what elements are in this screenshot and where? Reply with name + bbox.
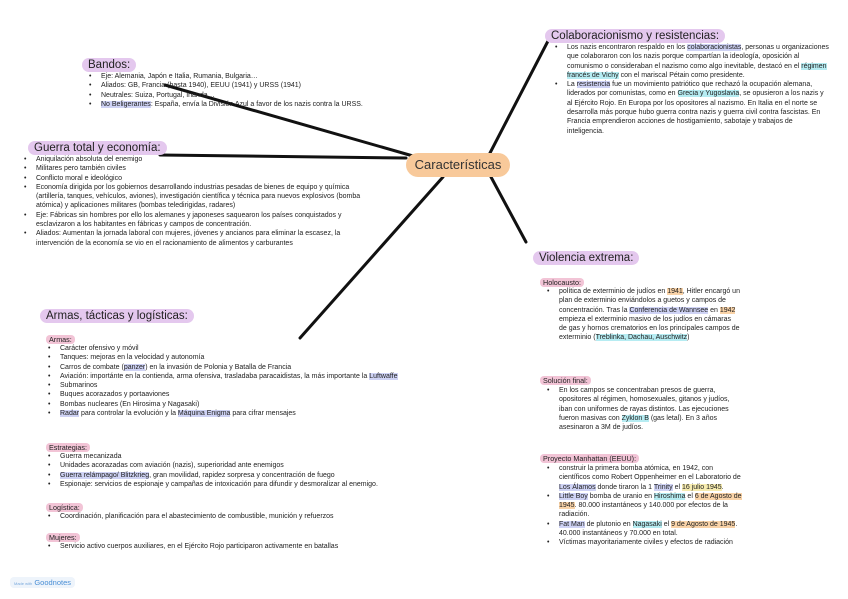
list-item bbox=[545, 464, 745, 492]
list-item bbox=[46, 353, 416, 362]
highlighted-term: 16 julio 1945 bbox=[681, 483, 722, 491]
text-segment: , se opusieron a los nazis y al Ejército Rojo. En Europa por los opositores al nazismo. En Italia en el norte se desarrolla más porque hubo guerra contra nazis y guerra civil contra fascistas. En Francia emprendieron acciones de hostigamiento, sabotaje y trabajos de inteligencia. bbox=[567, 90, 824, 135]
central-node: Características bbox=[406, 153, 510, 177]
list-item bbox=[22, 229, 364, 248]
text-segment: Buques acorazados y portaaviones bbox=[60, 391, 170, 399]
text-segment: construir la primera bomba atómica, en 1942, con científicos como Robert Oppenheimer en el Laboratorio de bbox=[559, 465, 741, 482]
text-segment: Aviación: importánte en la contienda, arma ofensiva, trasladaba paracaidistas, la más importante la bbox=[60, 372, 370, 380]
highlighted-term: Treblinka, Dachau, Auschwitz bbox=[595, 334, 688, 342]
violencia-heading: Violencia extrema: bbox=[533, 251, 639, 265]
text-segment: Eje: Alemania, Japón e Italia, Rumania, Bulgaria… bbox=[101, 73, 258, 80]
manhattan-list bbox=[545, 464, 745, 548]
highlighted-term: Zyklon B bbox=[621, 414, 649, 422]
text-segment: bomba de uranio en bbox=[587, 492, 654, 500]
bandos-list bbox=[87, 72, 417, 109]
text-segment: Aliados: GB, Francia (hasta 1940), EEUU (1941) y URSS (1941) bbox=[101, 82, 301, 90]
armas-list bbox=[46, 344, 416, 418]
highlighted-term: 1942 bbox=[719, 306, 736, 314]
text-segment: Servicio activo cuerpos auxiliares, en el Ejército Rojo participaron activamente en batallas bbox=[60, 543, 339, 550]
text-segment: para cifrar mensajes bbox=[230, 410, 296, 418]
text-segment: , personas u organizaciones que colaboraron con los nazis porque compartían la ideología, oposición al comunismo o consideraban el nazismo como algo inevitable, destacó en el bbox=[567, 44, 829, 70]
text-segment: Eje: Fábricas sin hombres por ello los alemanes y japoneses saquearon los países conquistados y esclavizaron a los habitantes en fábricas y campos de concentración. bbox=[36, 211, 342, 229]
highlighted-term: 1941 bbox=[667, 288, 683, 295]
list-item bbox=[22, 183, 364, 211]
colab-list bbox=[553, 43, 829, 136]
list-item bbox=[22, 155, 364, 164]
text-segment: el bbox=[672, 483, 682, 491]
text-segment: para controlar la evolución y la bbox=[79, 410, 178, 418]
list-item bbox=[87, 72, 417, 81]
text-segment: Los nazis encontraron respaldo en los bbox=[567, 44, 688, 51]
text-segment: de plutonio en bbox=[584, 520, 633, 528]
bandos-heading: Bandos: bbox=[82, 58, 136, 72]
highlighted-term: Máquina Enigma bbox=[177, 410, 231, 418]
text-segment: En los campos se concentraban presos de guerra, opositores al régimen, homosexuales, gitanos y judíos, iban con uniformes de rayas distintos. Las ejecuciones fueron masivas con bbox=[559, 387, 730, 422]
highlighted-term: Radar bbox=[60, 410, 80, 418]
logo-name: Goodnotes bbox=[34, 578, 72, 587]
list-item bbox=[46, 452, 446, 461]
text-segment: Neutrales: Suiza, Portugal, Irlanda… bbox=[101, 91, 215, 99]
list-item bbox=[22, 174, 364, 183]
list-item bbox=[46, 390, 416, 399]
text-segment: Tanques: mejoras en la velocidad y autonomía bbox=[60, 354, 205, 362]
guerra-list bbox=[22, 155, 364, 248]
highlighted-term: Conferencia de Wannsee bbox=[629, 306, 709, 314]
text-segment: en bbox=[708, 306, 720, 314]
text-segment: La bbox=[567, 81, 577, 89]
list-item bbox=[545, 538, 745, 547]
text-segment: . 40.000 instantáneos y 70.000 en total. bbox=[559, 520, 738, 538]
text-segment: política de exterminio de judíos en bbox=[559, 288, 668, 295]
list-item bbox=[46, 363, 416, 372]
text-segment: con el mariscal Pétain como presidente. bbox=[618, 71, 745, 79]
highlighted-term: Trinity bbox=[653, 483, 673, 491]
text-segment: (gas letal). En 3 años asesinaron a 3M de judíos. bbox=[559, 414, 717, 432]
highlighted-term: No Beligerantes bbox=[101, 100, 151, 108]
highlighted-term: colaboracionistas bbox=[687, 44, 742, 51]
highlighted-term: resistencia bbox=[576, 81, 611, 89]
highlighted-term: Little Boy bbox=[559, 492, 588, 500]
line-to-violencia bbox=[491, 177, 526, 242]
estrategias-list bbox=[46, 452, 446, 489]
list-item bbox=[46, 372, 416, 381]
guerra-heading: Guerra total y economía: bbox=[28, 141, 167, 155]
text-segment: el bbox=[685, 492, 695, 500]
text-segment: Aniquilación absoluta del enemigo bbox=[36, 156, 143, 163]
colab-heading: Colaboracionismo y resistencias: bbox=[545, 29, 725, 43]
armas-heading: Armas, tácticas y logísticas: bbox=[40, 309, 194, 323]
text-segment: , Hitler encargó un plan de exterminio enviándolos a guetos y campos de concentración. Tras la bbox=[559, 288, 740, 314]
holocausto-sub-label: Holocausto: bbox=[540, 278, 584, 287]
list-item bbox=[553, 80, 829, 136]
text-segment: Militares pero también civiles bbox=[36, 165, 126, 173]
text-segment: Coordinación, planificación para el abastecimiento de combustible, munición y refuerzos bbox=[60, 513, 334, 520]
solucion-final-list bbox=[545, 386, 740, 432]
text-segment: . 80.000 instantáneos y 140.000 por efectos de la radiación. bbox=[559, 502, 728, 519]
list-item bbox=[545, 492, 745, 520]
solucion-final-sub-label: Solución final: bbox=[540, 376, 591, 385]
highlighted-term: 6 de Agosto de 1945 bbox=[559, 492, 742, 510]
highlighted-term: régimen francés de Vichy bbox=[567, 62, 827, 79]
text-segment: fue un movimiento patriótico que rechazó la ocupación alemana, liderados por comunistas, como en bbox=[567, 81, 813, 98]
highlighted-term: Grecia y Yugoslavia bbox=[677, 90, 740, 98]
highlighted-term: Nagasaki bbox=[632, 520, 662, 528]
manhattan-sub-label: Proyecto Manhattan (EEUU): bbox=[540, 454, 639, 463]
text-segment: empieza el exterminio masivo de los judíos en cámaras de gas y hornos crematorios en los principales campos de exterminio ( bbox=[559, 315, 740, 342]
list-item bbox=[545, 287, 740, 343]
list-item bbox=[545, 386, 740, 432]
text-segment: ) bbox=[687, 334, 690, 342]
text-segment: Carácter ofensivo y móvil bbox=[60, 345, 139, 352]
list-item bbox=[87, 81, 417, 90]
holocausto-list bbox=[545, 287, 740, 343]
text-segment: Conflicto moral e ideológico bbox=[36, 174, 122, 182]
list-item bbox=[545, 520, 745, 539]
highlighted-term: Hiroshima bbox=[653, 492, 686, 500]
list-item bbox=[46, 381, 416, 390]
list-item bbox=[46, 542, 446, 551]
text-segment: donde tiraron la 1 bbox=[595, 483, 654, 491]
logo-small-text: Made with bbox=[14, 581, 33, 586]
mujeres-list bbox=[46, 542, 446, 551]
list-item bbox=[87, 91, 417, 100]
text-segment: el bbox=[661, 520, 672, 528]
highlighted-term: Los Álamos bbox=[559, 483, 596, 491]
logistica-list bbox=[46, 512, 446, 521]
logistica-sub-label: Logística: bbox=[46, 503, 83, 512]
text-segment: Espionaje: servicios de espionaje y campañas de intoxicación para difundir y desmoralizar al enemigo. bbox=[60, 480, 378, 488]
list-item bbox=[46, 471, 446, 480]
text-segment: . bbox=[721, 483, 724, 491]
text-segment: Unidades acorazadas com aviación (nazis), superioridad ante enemigos bbox=[60, 462, 284, 470]
list-item bbox=[22, 211, 364, 230]
text-segment: Economía dirigida por los gobiernos desarrollando industrias pesadas de bienes de equipo y química (artillería, tanques, vehículos, aviones), investigación científica y técnica para nuevos explosivos (bomba atómica) y aplicaciones militares (bombas teledirigidas, radares) bbox=[36, 183, 361, 210]
estrategias-sub-label: Estrategias: bbox=[46, 443, 90, 452]
list-item bbox=[46, 512, 446, 521]
list-item bbox=[46, 480, 446, 489]
highlighted-term: 9 de Agosto de 1945 bbox=[671, 520, 736, 528]
text-segment: Submarinos bbox=[60, 382, 98, 390]
list-item bbox=[46, 461, 446, 470]
text-segment: : España, envía la División Azul a favor de los nazis contra la URSS. bbox=[150, 100, 363, 108]
text-segment: Víctimas mayoritariamente civiles y efectos de radiación bbox=[559, 539, 733, 547]
armas-sub-label: Armas: bbox=[46, 335, 75, 344]
highlighted-term: Fat Man bbox=[559, 520, 585, 528]
text-segment: ) en la invasión de Polonia y Batalla de Francia bbox=[145, 363, 292, 371]
line-to-colab bbox=[490, 41, 548, 153]
highlighted-term: Luftwaffe bbox=[369, 372, 398, 380]
text-segment: Guerra mecanizada bbox=[60, 453, 122, 460]
list-item bbox=[46, 400, 416, 409]
list-item bbox=[46, 409, 416, 418]
list-item bbox=[46, 344, 416, 353]
text-segment: Carros de combate ( bbox=[60, 363, 124, 371]
highlighted-term: panzer bbox=[123, 363, 146, 371]
text-segment: Bombas nucleares (En Hirosima y Nagasaki) bbox=[60, 400, 200, 408]
goodnotes-logo bbox=[10, 577, 75, 588]
list-item bbox=[22, 164, 364, 173]
highlighted-term: Guerra relámpago/ Blitzkrieg bbox=[60, 471, 150, 479]
list-item bbox=[87, 100, 417, 109]
text-segment: , gran movilidad, rapidez sorpresa y concentración de fuego bbox=[149, 471, 335, 479]
text-segment: Aliados: Aumentan la jornada laboral con mujeres, jóvenes y ancianos para eliminar la escasez, la intervención de la economía se vio en el racionamiento de alimentos y carburantes bbox=[36, 230, 341, 247]
mujeres-sub-label: Mujeres: bbox=[46, 533, 80, 542]
list-item bbox=[553, 43, 829, 80]
